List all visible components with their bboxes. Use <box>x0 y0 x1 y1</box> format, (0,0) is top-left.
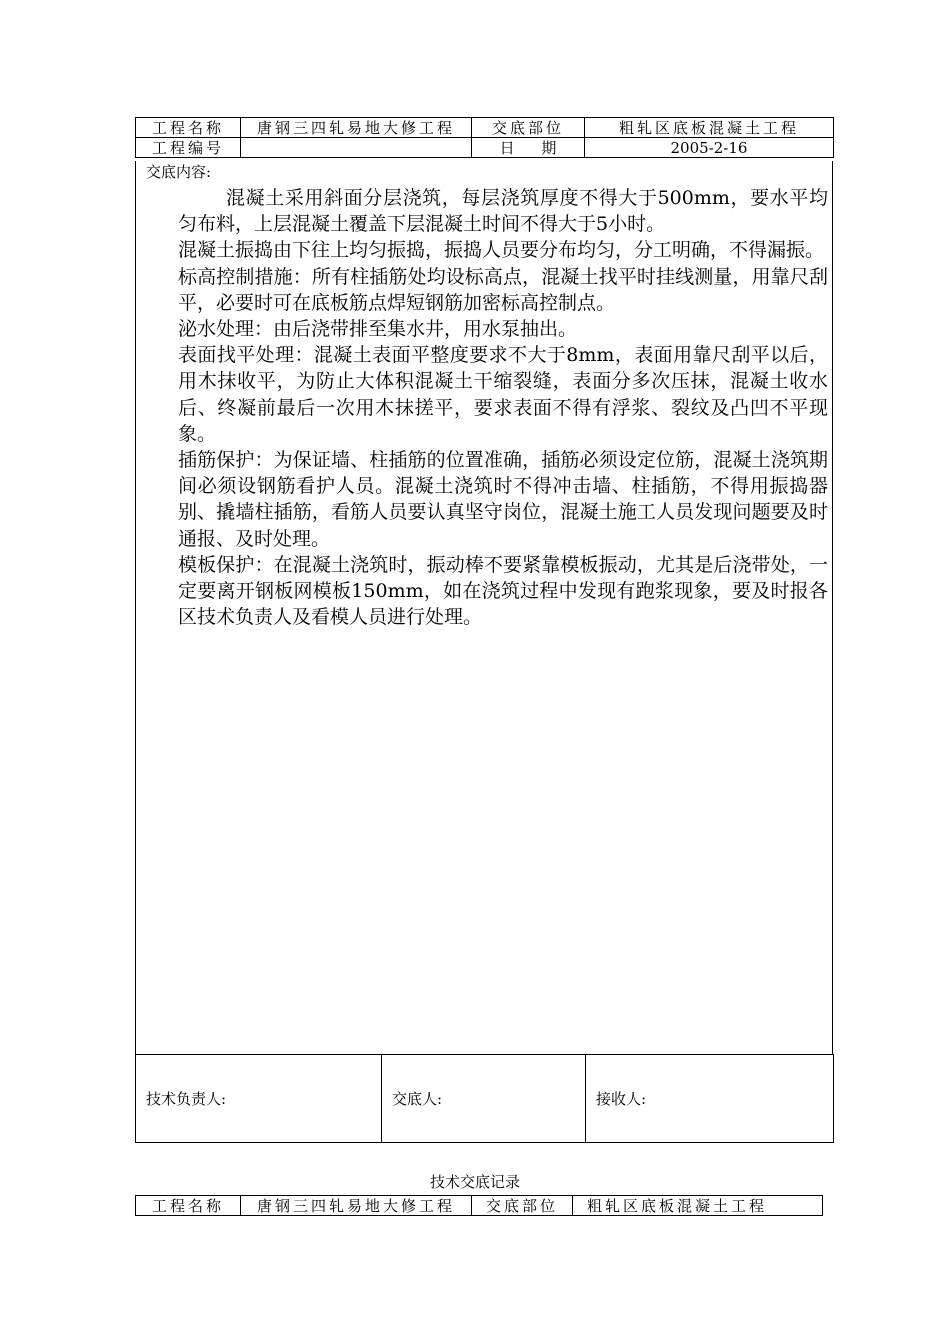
receiver-signature: 接收人: <box>586 1055 834 1143</box>
content-paragraph: 标高控制措施：所有柱插筋处均设标高点，混凝土找平时挂线测量，用靠尺刮平，必要时可在底板筋点焊短钢筋加密标高控制点。 <box>178 265 828 314</box>
project-no-label: 工程编号 <box>136 138 241 158</box>
project-name-value: 唐钢三四轧易地大修工程 <box>241 118 472 138</box>
signature-row <box>136 1055 834 1143</box>
content-paragraph: 表面找平处理：混凝土表面平整度要求不大于8mm，表面用靠尺刮平以后，用木抹收平，为防止大体积混凝土干缩裂缝，表面分多次压抹，混凝土收水后、终凝前最后一次用木抹搓平，要求表面不得有浮浆、裂纹及凸凹不平现象。 <box>178 344 828 445</box>
project-no-value <box>241 138 472 158</box>
content-paragraph: 插筋保护：为保证墙、柱插筋的位置准确，插筋必须设定位筋，混凝土浇筑期间必须设钢筋看护人员。混凝土浇筑时不得冲击墙、柱插筋，不得用振捣器别、撬墙柱插筋，看筋人员要认真坚守岗位，混凝土施工人员发现问题要及时通报、及时处理。 <box>178 449 828 550</box>
second-project-name-label: 工程名称 <box>136 1196 241 1216</box>
presenter-signature: 交底人: <box>382 1055 586 1143</box>
project-name-label: 工程名称 <box>136 118 241 138</box>
second-header-row <box>136 1196 823 1216</box>
header-table <box>135 117 834 158</box>
second-location-value: 粗轧区底板混凝土工程 <box>573 1196 823 1216</box>
date-label: 日 期 <box>472 138 585 158</box>
date-value: 2005-2-16 <box>585 138 834 158</box>
header-row-2 <box>136 138 834 158</box>
content-paragraph: 泌水处理：由后浇带排至集水井，用水泵抽出。 <box>178 318 578 341</box>
location-value: 粗轧区底板混凝土工程 <box>585 118 834 138</box>
content-paragraph: 混凝土采用斜面分层浇筑，每层浇筑厚度不得大于500mm，要水平均匀布料，上层混凝土覆盖下层混凝土时间不得大于5小时。 <box>178 187 828 236</box>
location-label: 交底部位 <box>472 118 585 138</box>
content-paragraph: 模板保护：在混凝土浇筑时，振动棒不要紧靠模板振动，尤其是后浇带处，一定要离开钢板网模板150mm，如在浇筑过程中发现有跑浆现象，要及时报各区技术负责人及看模人员进行处理。 <box>178 553 828 629</box>
content-paragraph: 混凝土振捣由下往上均匀振捣，振捣人员要分布均匀，分工明确，不得漏振。 <box>178 239 825 262</box>
content-box <box>135 161 833 1055</box>
record-title: 技术交底记录 <box>429 1173 520 1191</box>
content-body <box>178 185 828 630</box>
second-header-table <box>135 1195 823 1216</box>
signature-table <box>135 1054 834 1143</box>
second-project-name-value: 唐钢三四轧易地大修工程 <box>241 1196 472 1216</box>
header-row-1 <box>136 118 834 138</box>
tech-lead-signature: 技术负责人: <box>136 1055 382 1143</box>
second-location-label: 交底部位 <box>472 1196 573 1216</box>
content-label: 交底内容: <box>146 163 212 181</box>
